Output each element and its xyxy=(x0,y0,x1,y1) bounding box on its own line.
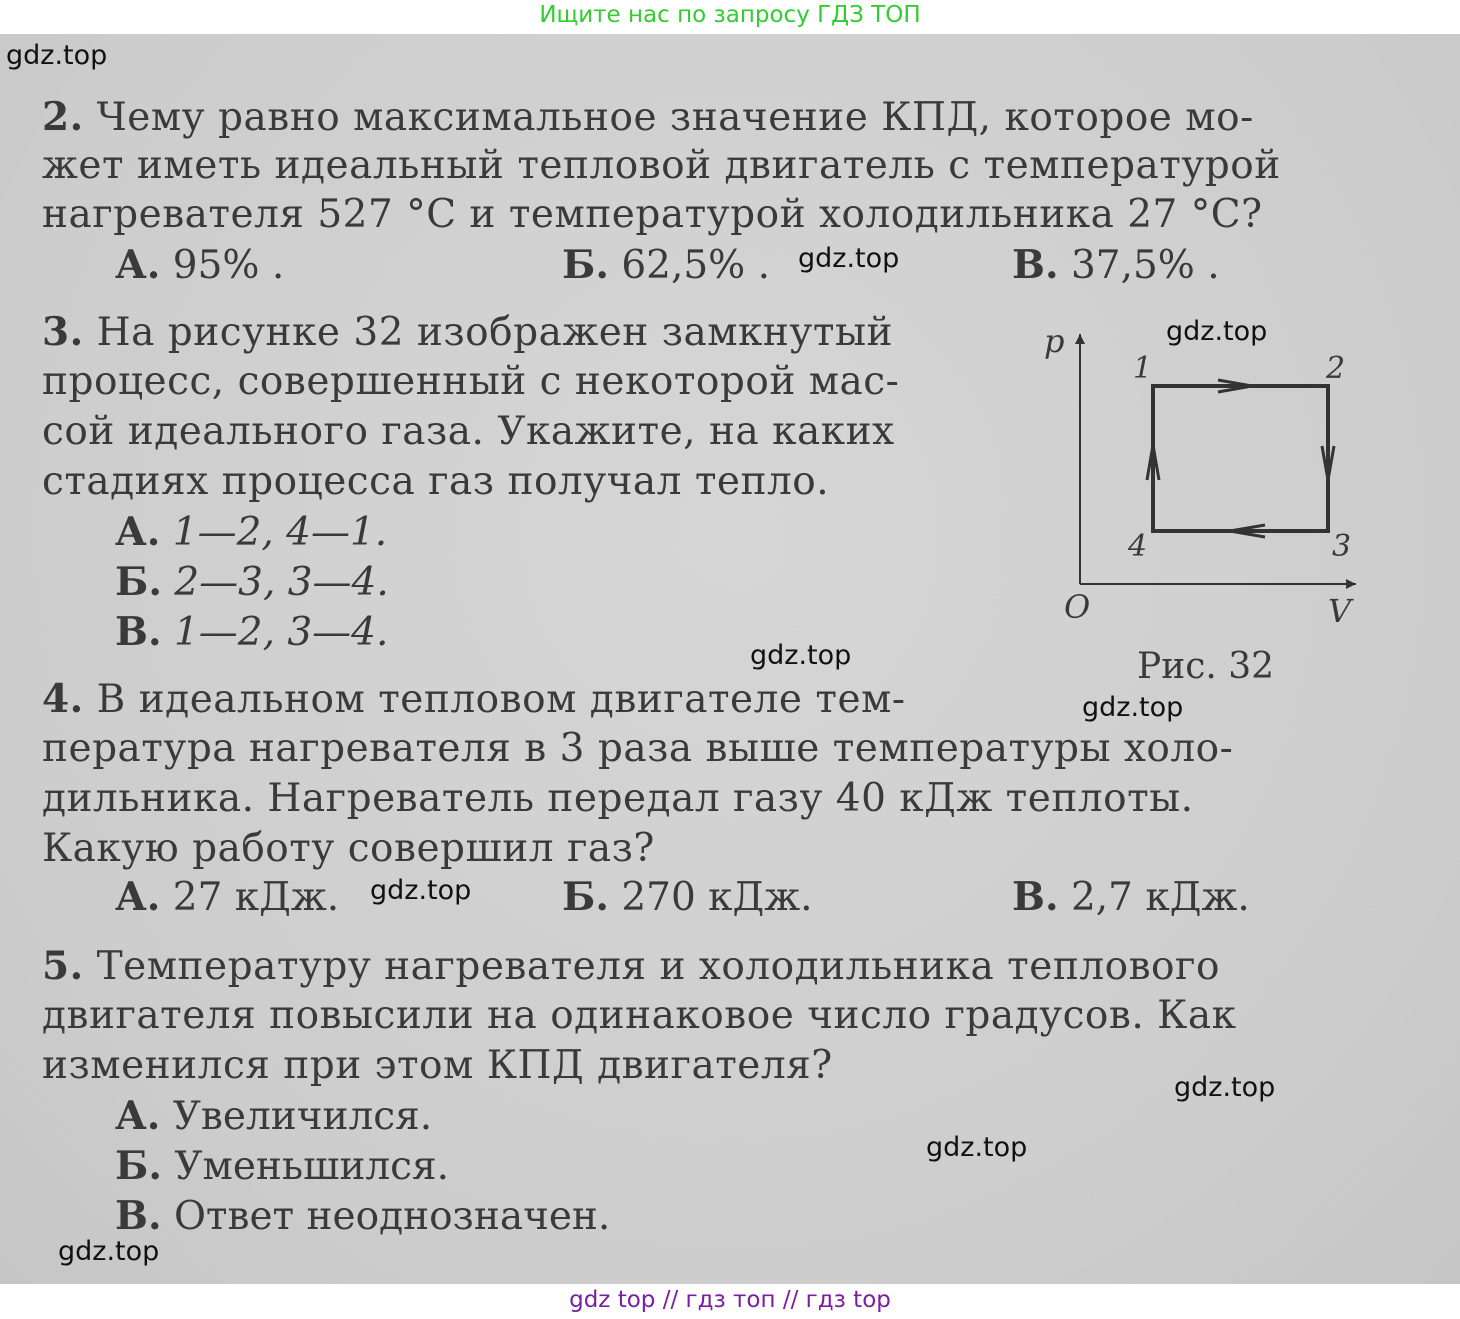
watermark: gdz.top xyxy=(1082,692,1184,723)
watermark: gdz.top xyxy=(370,875,472,906)
q3-number: 3. xyxy=(42,309,84,355)
watermark: gdz.top xyxy=(926,1132,1028,1163)
watermark: gdz.top xyxy=(6,40,108,71)
pv-diagram xyxy=(1030,320,1370,640)
q3-line-4: стадиях процесса газ получал тепло. xyxy=(42,459,830,504)
q5-line-1 xyxy=(42,943,1220,989)
q2-option-b: Б. 62,5% . xyxy=(562,242,770,288)
q2-line-3: нагревателя 527 °С и температурой холодильника 27 °С? xyxy=(42,192,1263,237)
q3-line-2: процесс, совершенный с некоторой мас- xyxy=(42,359,900,404)
q5-line-2: двигателя повысили на одинаковое число градусов. Как xyxy=(42,993,1237,1038)
q5-text: Температуру нагревателя и холодильника теплового xyxy=(96,944,1220,989)
watermark: gdz.top xyxy=(798,243,900,274)
q3-option-a: А. 1—2, 4—1. xyxy=(115,509,388,555)
q4-option-a: А. 27 кДж. xyxy=(115,874,340,920)
figure-caption: Рис. 32 xyxy=(1137,646,1275,687)
watermark: gdz.top xyxy=(58,1236,160,1267)
q3-line-3: сой идеального газа. Укажите, на каких xyxy=(42,409,895,454)
q2-line-1 xyxy=(42,94,1254,140)
q4-option-b: Б. 270 кДж. xyxy=(562,874,813,920)
q4-line-3: дильника. Нагреватель передал газу 40 кДж теплоты. xyxy=(42,776,1194,821)
q3-option-b: Б. 2—3, 3—4. xyxy=(115,559,389,605)
axis-p-label: p xyxy=(1044,322,1065,360)
watermark: gdz.top xyxy=(1174,1072,1276,1103)
point-3-label: 3 xyxy=(1332,529,1352,564)
q5-option-c: В. Ответ неоднозначен. xyxy=(115,1193,611,1239)
q4-text: В идеальном тепловом двигателе тем- xyxy=(96,677,906,722)
point-2-label: 2 xyxy=(1326,351,1346,386)
q2-option-c: В. 37,5% . xyxy=(1012,242,1220,288)
q2-number: 2. xyxy=(42,94,84,140)
q2-line-2: жет иметь идеальный тепловой двигатель с температурой xyxy=(42,143,1281,188)
q3-line-1 xyxy=(42,309,893,355)
q4-line-2: пература нагревателя в 3 раза выше температуры холо- xyxy=(42,726,1234,771)
q3-text: На рисунке 32 изображен замкнутый xyxy=(96,310,893,355)
q5-number: 5. xyxy=(42,943,84,989)
q4-option-c: В. 2,7 кДж. xyxy=(1012,874,1250,920)
q5-line-3: изменился при этом КПД двигателя? xyxy=(42,1043,833,1088)
bottom-banner: gdz top // гдз топ // гдз top xyxy=(0,1284,1460,1319)
q2-option-a: А. 95% . xyxy=(115,242,285,288)
watermark: gdz.top xyxy=(1166,316,1268,347)
point-4-label: 4 xyxy=(1128,529,1148,564)
origin-label: O xyxy=(1064,588,1091,626)
axis-v-label: V xyxy=(1328,592,1352,630)
q4-number: 4. xyxy=(42,676,84,722)
cycle-path xyxy=(1153,386,1328,531)
q3-option-c: В. 1—2, 3—4. xyxy=(115,609,389,655)
q4-line-4: Какую работу совершил газ? xyxy=(42,826,655,871)
point-1-label: 1 xyxy=(1133,351,1153,386)
q4-line-1 xyxy=(42,676,906,722)
q5-option-a: А. Увеличился. xyxy=(115,1093,433,1139)
top-banner: Ищите нас по запросу ГДЗ ТОП xyxy=(0,0,1460,34)
q2-text: Чему равно максимальное значение КПД, которое мо- xyxy=(96,95,1254,140)
q5-option-b: Б. Уменьшился. xyxy=(115,1143,450,1189)
watermark: gdz.top xyxy=(750,640,852,671)
